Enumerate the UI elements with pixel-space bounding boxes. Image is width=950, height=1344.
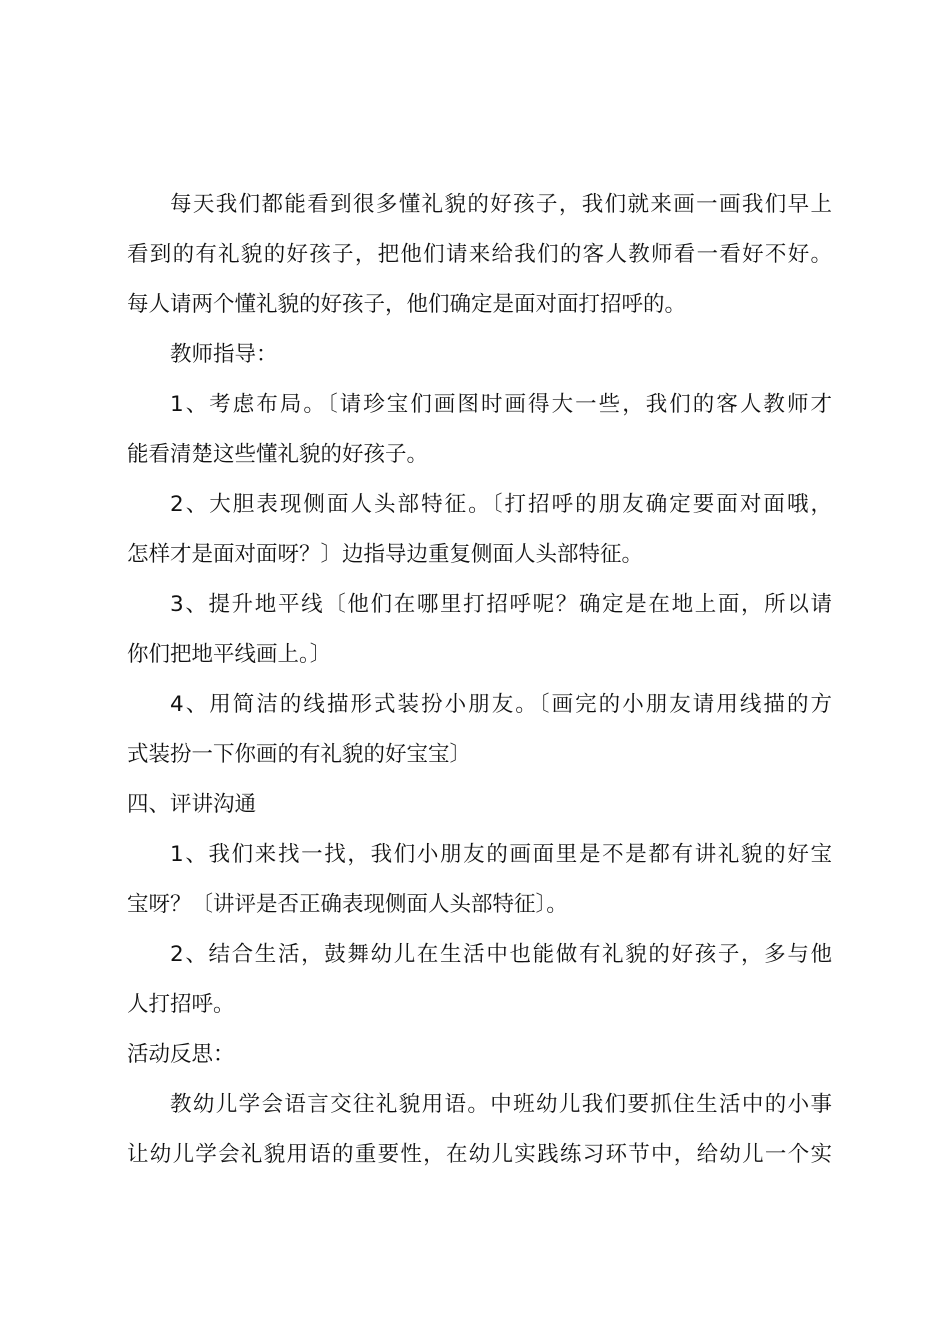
list-item-line: 4、用简洁的线描形式装扮小朋友。〔画完的小朋友请用线描的方 [170, 692, 832, 717]
list-item-line: 式装扮一下你画的有礼貌的好宝宝〕 [127, 742, 472, 767]
list-item-line: 怎样才是面对面呀？〕边指导边重复侧面人头部特征。 [127, 542, 644, 567]
paragraph-line: 每天我们都能看到很多懂礼貌的好孩子，我们就来画一画我们早上 [170, 192, 832, 217]
list-item-line: 1、我们来找一找，我们小朋友的画面里是不是都有讲礼貌的好宝 [170, 842, 832, 867]
list-item-line: 3、提升地平线〔他们在哪里打招呼呢？确定是在地上面，所以请 [170, 592, 832, 617]
list-item-line: 你们把地平线画上。〕 [127, 642, 332, 667]
paragraph-line: 每人请两个懂礼貌的好孩子，他们确定是面对面打招呼的。 [127, 292, 687, 317]
paragraph-line: 让幼儿学会礼貌用语的重要性，在幼儿实践练习环节中，给幼儿一个实 [127, 1142, 832, 1167]
list-item-line: 2、大胆表现侧面人头部特征。〔打招呼的朋友确定要面对面哦， [170, 492, 832, 517]
paragraph-line: 教幼儿学会语言交往礼貌用语。中班幼儿我们要抓住生活中的小事 [170, 1092, 832, 1117]
section-heading: 活动反思： [127, 1042, 235, 1067]
list-item-line: 1、考虑布局。〔请珍宝们画图时画得大一些，我们的客人教师才 [170, 392, 832, 417]
list-item-line: 宝呀？〔讲评是否正确表现侧面人头部特征〕。 [127, 892, 568, 917]
section-heading: 四、评讲沟通 [127, 792, 257, 817]
list-item-line: 2、结合生活，鼓舞幼儿在生活中也能做有礼貌的好孩子，多与他 [170, 942, 832, 967]
section-heading: 教师指导： [170, 342, 278, 367]
paragraph-line: 看到的有礼貌的好孩子，把他们请来给我们的客人教师看一看好不好。 [127, 242, 832, 267]
list-item-line: 人打招呼。 [127, 992, 235, 1017]
list-item-line: 能看清楚这些懂礼貌的好孩子。 [127, 442, 429, 467]
